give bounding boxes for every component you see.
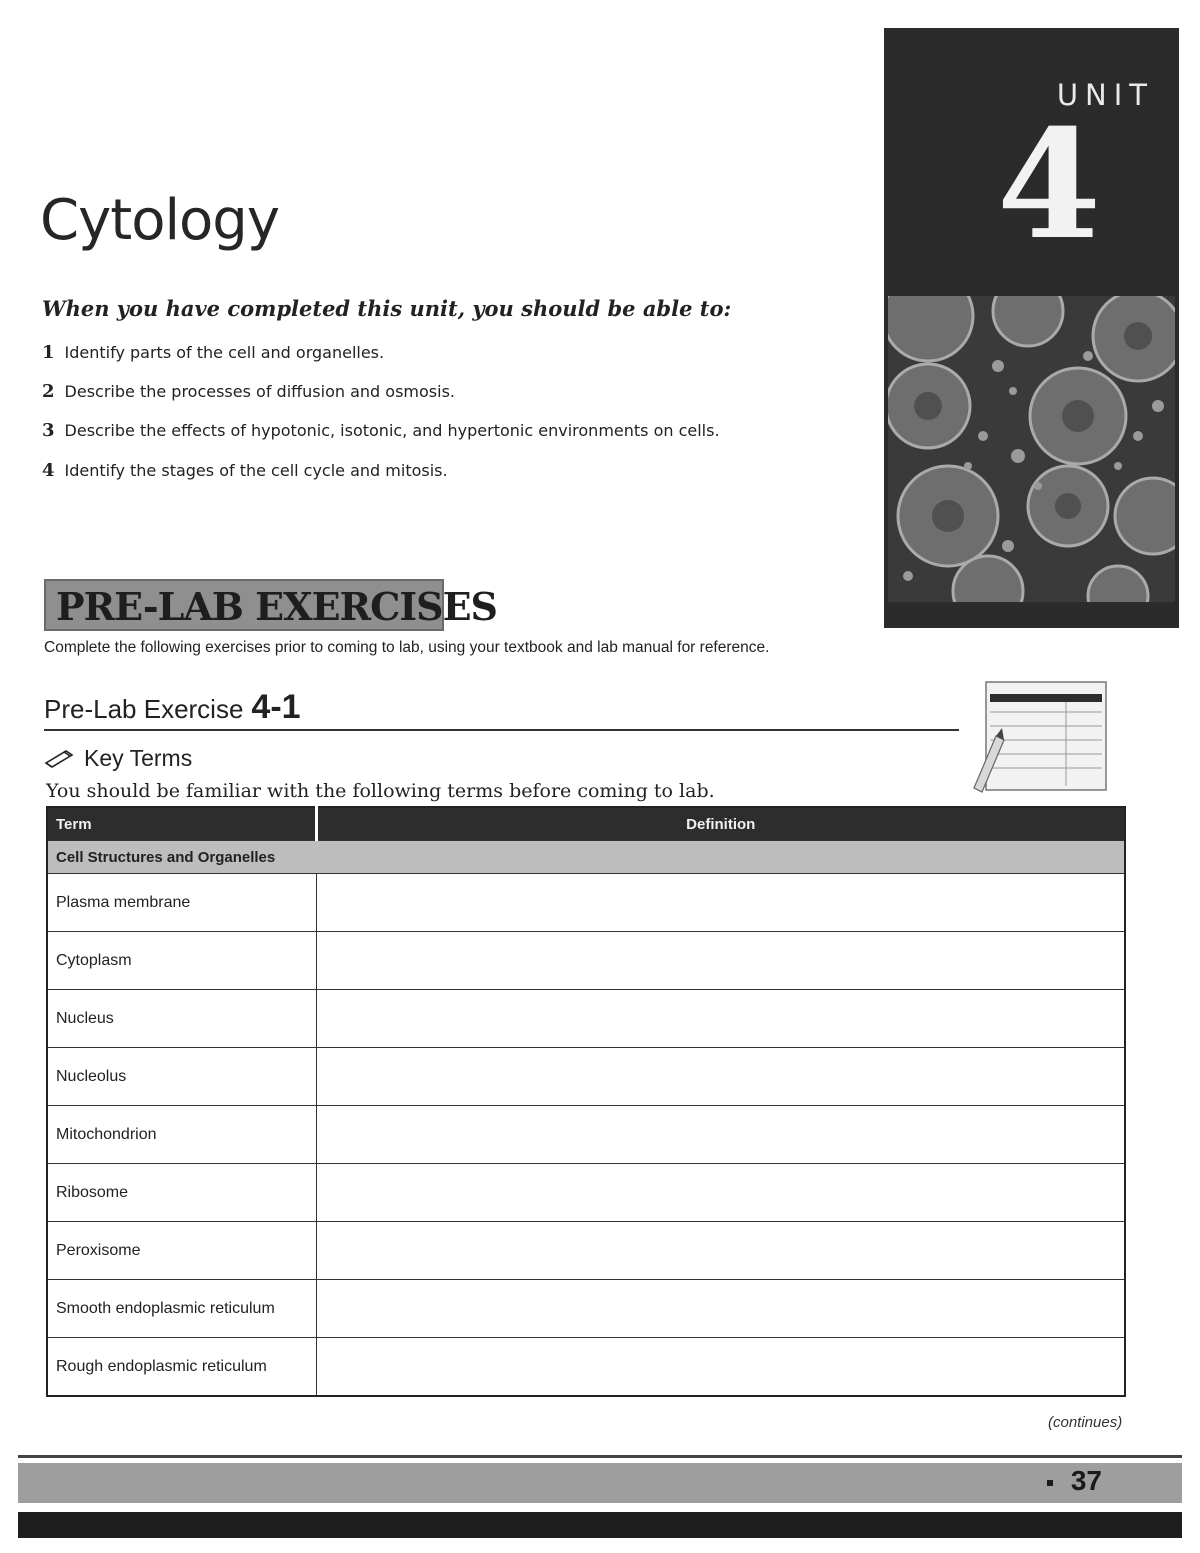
objective-text: Describe the effects of hypotonic, isotonic, and hypertonic environments on cells. [64,421,720,440]
objective-text: Identify parts of the cell and organelles. [64,343,385,362]
unit-badge [884,28,1179,628]
page-number [1047,1465,1102,1497]
table-row [47,1280,1125,1338]
table-row [47,1338,1125,1397]
page-number-text: 37 [1070,1465,1102,1496]
divider [44,729,959,731]
objective-text: Identify the stages of the cell cycle and mitosis. [64,461,448,480]
objective-text: Describe the processes of diffusion and osmosis. [64,382,455,401]
objective-item [42,342,384,363]
footer-rule [18,1455,1182,1458]
key-terms-title: Key Terms [84,745,193,771]
objective-number: 2 [42,381,55,402]
term-cell: Ribosome [47,1164,316,1222]
definition-cell[interactable] [316,1280,1125,1338]
definition-cell[interactable] [316,1048,1125,1106]
exercise-label: Pre-Lab Exercise [44,694,244,724]
objectives-intro: When you have completed this unit, you should be able to: [42,296,732,321]
cell-micrograph-image [888,296,1175,602]
footer-bar [18,1512,1182,1538]
section-label: Cell Structures and Organelles [47,841,1125,874]
definition-cell[interactable] [316,932,1125,990]
cell-micrograph-icon [888,296,1175,602]
term-cell: Cytoplasm [47,932,316,990]
footer-band [18,1463,1182,1503]
worksheet-illustration [966,676,1116,796]
term-cell: Plasma membrane [47,874,316,932]
objective-number: 4 [42,460,55,481]
definition-cell[interactable] [316,1164,1125,1222]
table-section-row [47,841,1125,874]
term-cell: Rough endoplasmic reticulum [47,1338,316,1397]
key-terms-heading [44,745,192,772]
definition-cell[interactable] [316,990,1125,1048]
definition-cell[interactable] [316,1338,1125,1397]
table-header-row [47,807,1125,841]
term-cell: Peroxisome [47,1222,316,1280]
table-row [47,932,1125,990]
key-terms-description: You should be familiar with the following terms before coming to lab. [46,780,715,802]
table-row [47,990,1125,1048]
definition-cell[interactable] [316,1222,1125,1280]
term-cell: Smooth endoplasmic reticulum [47,1280,316,1338]
table-row [47,1222,1125,1280]
term-column-header: Term [47,807,316,841]
worksheet-icon [966,676,1116,796]
prelab-description: Complete the following exercises prior to coming to lab, using your textbook and lab manual for reference. [44,639,770,656]
objective-number: 1 [42,342,55,363]
objective-item [42,460,448,481]
term-cell: Mitochondrion [47,1106,316,1164]
definition-cell[interactable] [316,874,1125,932]
objective-item [42,381,455,402]
pencil-icon [44,749,74,769]
exercise-number: 4-1 [251,688,301,726]
term-cell: Nucleus [47,990,316,1048]
objective-item [42,420,720,441]
prelab-banner-text: PRE-LAB EXERCISES [56,584,498,629]
prelab-banner [44,579,498,631]
table-row [47,874,1125,932]
bullet-icon [1047,1480,1053,1486]
definition-cell[interactable] [316,1106,1125,1164]
term-cell: Nucleolus [47,1048,316,1106]
exercise-heading [44,688,301,727]
continues-note: (continues) [1048,1414,1123,1431]
table-row [47,1106,1125,1164]
table-row [47,1164,1125,1222]
objective-number: 3 [42,420,55,441]
unit-number: 4 [996,97,1102,273]
table-row [47,1048,1125,1106]
unit-label: UNIT [1056,78,1154,112]
key-terms-table [46,806,1126,1397]
page-title: Cytology [40,188,279,253]
definition-column-header: Definition [316,807,1125,841]
